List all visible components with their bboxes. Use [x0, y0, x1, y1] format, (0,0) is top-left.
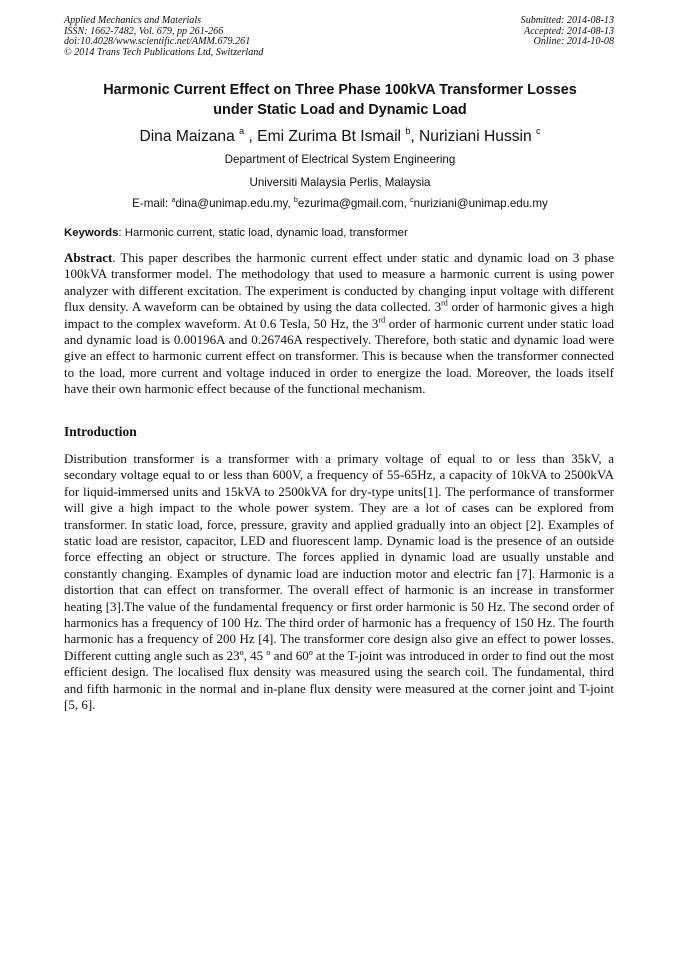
- paper-title-line2: under Static Load and Dynamic Load: [213, 102, 467, 118]
- email-separator: ,: [287, 197, 294, 210]
- email-address[interactable]: dina@unimap.edu.my: [175, 197, 288, 210]
- paper-title: [60, 80, 620, 120]
- online-date: Online: 2014-10-08: [533, 36, 614, 48]
- email-label: E-mail:: [132, 197, 169, 210]
- journal-copyright: © 2014 Trans Tech Publications Ltd, Switzerland: [64, 46, 264, 58]
- keywords-label: Keywords: [64, 227, 119, 239]
- introduction-heading: Introduction: [64, 424, 137, 439]
- author-separator: ,: [410, 128, 420, 145]
- abstract-label: Abstract: [64, 250, 113, 265]
- email-mark: b: [293, 197, 298, 204]
- affiliation-emails: [60, 197, 620, 210]
- journal-doi: doi:10.4028/www.scientific.net/AMM.679.261: [64, 36, 251, 48]
- affiliation-department: Department of Electrical System Engineering: [224, 153, 456, 166]
- author-mark: a: [239, 126, 245, 136]
- email-mark: a: [171, 197, 176, 204]
- email-address[interactable]: nuriziani@unimap.edu.my: [413, 197, 548, 210]
- email-address[interactable]: ezurima@gmail.com: [297, 197, 404, 210]
- author-mark: c: [536, 126, 541, 136]
- ordinal-superscript: rd: [441, 298, 448, 308]
- author-name: Dina Maizana: [139, 128, 235, 145]
- journal-issn: ISSN: 1662-7482, Vol. 679, pp 261-266: [64, 25, 224, 37]
- abstract-text: order of harmonic gives a high impact to the complex waveform. At 0.6 Tesla, 50 Hz, the 3: [64, 299, 614, 331]
- submission-dates: [521, 16, 614, 48]
- author-list: [60, 126, 620, 146]
- abstract: [64, 250, 614, 398]
- author-name: Emi Zurima Bt Ismail: [257, 128, 401, 145]
- email-mark: c: [410, 197, 414, 204]
- ordinal-superscript: rd: [378, 315, 386, 325]
- keywords-text: : Harmonic current, static load, dynamic load, transformer: [118, 227, 408, 239]
- affiliation-university: Universiti Malaysia Perlis, Malaysia: [249, 176, 431, 189]
- introduction-body: Distribution transformer is a transformer with a primary voltage of equal to or less than 35kV, a secondary voltage equal to or less than 600V, a frequency of 55-65Hz, a capacity of 10kVA to 2500kVA for liquid-immersed units and 15kVA to 2500kVA for dry-type units[1]. The performance of transformer will give a high impact to the whole power system. They are a lot of cases can be explored from transformer. In static load, force, pressure, gravity and applied gradually into an object [2]. Examples of static load are resistor, capacitor, LED and fluorescent lamp. Dynamic load is the presence of an outside force effecting an object or structure. The forces applied in dynamic load are usually unstable and constantly changing. Examples of dynamic load are induction motor and electric fan [7]. Harmonic is a distortion that can effect on transformer. The overall effect of harmonic is an increase in transformer heating [3].The value of the fundamental frequency or first order harmonic is 50 Hz. The second order of harmonics has a frequency of 100 Hz. The third order of harmonic has a frequency of 150 Hz. The fourth harmonic has a frequency of 200 Hz [4]. The transformer core design also give an effect to power losses. Different cutting angle such as 23º, 45 º and 60º at the T-joint was introduced in order to find out the most efficient design. The localised flux density was measured using the search coil. The fundamental, third and fifth harmonic in the normal and in-plane flux density were measured at the corner joint and T-joint [5, 6].: [64, 451, 614, 713]
- accepted-date: Accepted: 2014-08-13: [524, 25, 614, 37]
- journal-info: [64, 16, 263, 58]
- author-separator: ,: [248, 128, 258, 145]
- journal-name: Applied Mechanics and Materials: [64, 15, 202, 26]
- paper-title-line1: Harmonic Current Effect on Three Phase 100kVA Transformer Losses: [103, 82, 577, 98]
- author-name: Nuriziani Hussin: [419, 128, 532, 145]
- abstract-text: . This paper describes the harmonic current effect under static and dynamic load on 3 phase 100kVA transformer model. The methodology that used to measure a harmonic current is using power analyzer with different excitation. The experiment is conducted by changing input voltage with different flux density. A waveform can be obtained by using the data collected. 3: [64, 250, 614, 315]
- keywords: [64, 227, 408, 239]
- email-separator: ,: [403, 197, 411, 210]
- author-mark: b: [405, 126, 411, 136]
- submitted-date: Submitted: 2014-08-13: [520, 15, 614, 26]
- abstract-text: order of harmonic current under static load and dynamic load is 0.00196A and 0.26746A respectively. Therefore, both static and dynamic load were give an effect to harmonic current effect on transformer. This is because when the transformer connected to the load, more current and voltage induced in order to energize the load. Moreover, the loads itself have their own harmonic effect because of the functional mechanism.: [64, 315, 614, 397]
